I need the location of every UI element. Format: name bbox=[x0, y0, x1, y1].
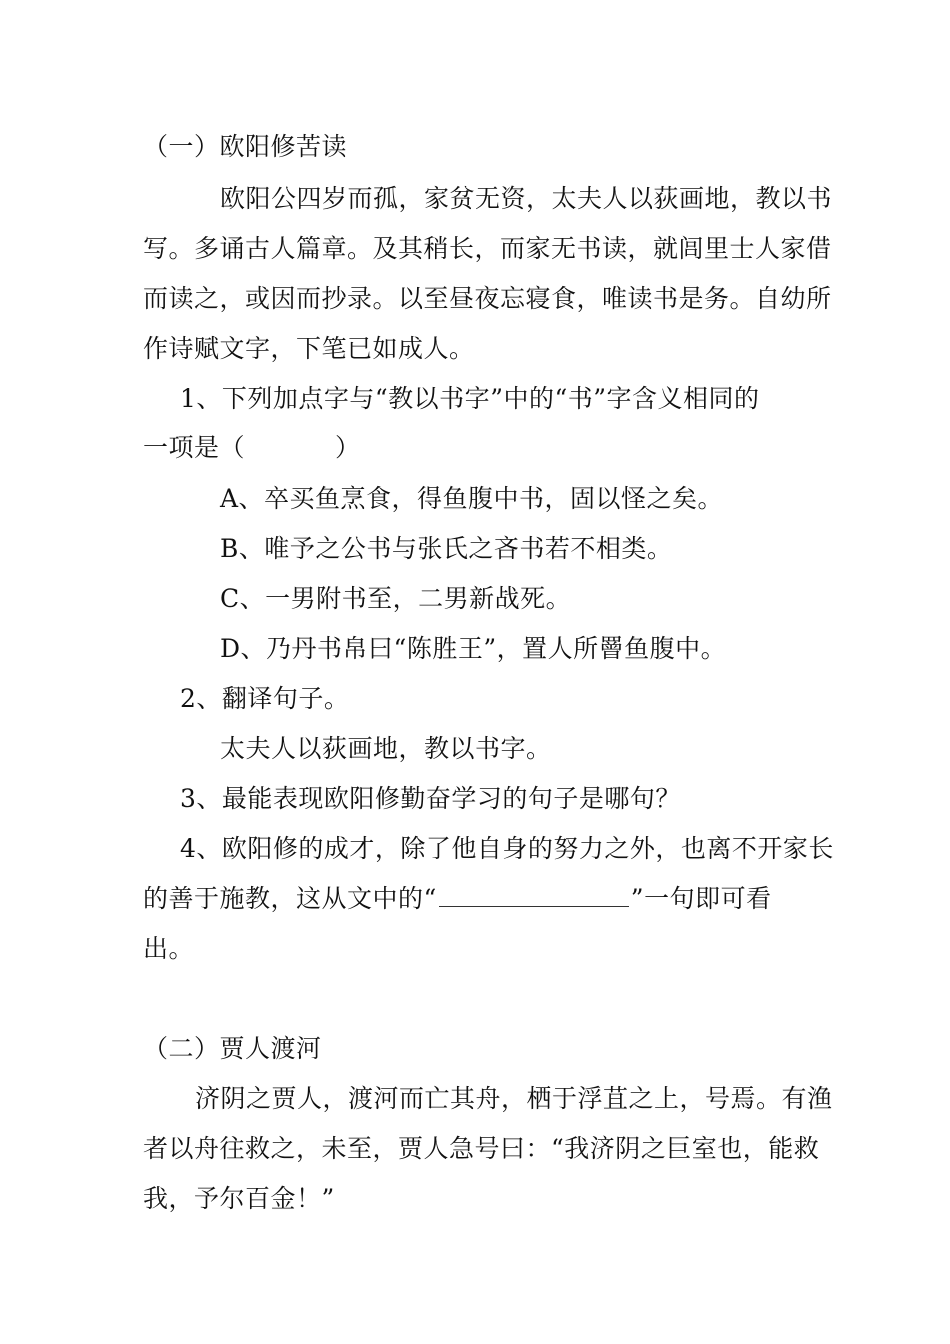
section-2-title: （二）贾人渡河 bbox=[143, 1034, 322, 1063]
question-3: 3、最能表现欧阳修勤奋学习的句子是哪句？ bbox=[180, 784, 681, 813]
passage-1-line-4: 作诗赋文字，下笔已如成人。 bbox=[143, 334, 475, 363]
passage-2-line-3: 我，予尔百金！” bbox=[143, 1184, 335, 1213]
question-4-prefix: 的善于施教，这从文中的“ bbox=[143, 884, 437, 913]
option-b: B、唯予之公书与张氏之吝书若不相类。 bbox=[220, 534, 673, 563]
question-1-line-1: 1、下列加点字与“教以书字”中的“书”字含义相同的 bbox=[180, 384, 760, 413]
question-1-prefix: 一项是（ bbox=[143, 433, 246, 462]
question-4-line-3: 出。 bbox=[143, 934, 195, 963]
question-2-label: 2、翻译句子。 bbox=[180, 684, 350, 713]
question-4-line-1: 4、欧阳修的成才，除了他自身的努力之外，也离不开家长 bbox=[180, 834, 834, 863]
section-1-title: （一）欧阳修苦读 bbox=[143, 132, 348, 161]
option-c: C、一男附书至，二男新战死。 bbox=[220, 584, 572, 613]
question-4-line-2 bbox=[143, 882, 772, 916]
question-4-suffix: ”一句即可看 bbox=[630, 884, 772, 913]
passage-1-line-3: 而读之，或因而抄录。以至昼夜忘寝食，唯读书是务。自幼所 bbox=[143, 284, 832, 313]
option-a: A、卒买鱼烹食，得鱼腹中书，固以怪之矣。 bbox=[220, 484, 724, 513]
passage-1-line-1: 欧阳公四岁而孤，家贫无资，太夫人以荻画地，教以书 bbox=[220, 184, 833, 213]
question-1-line-2 bbox=[143, 431, 361, 465]
fill-in-blank bbox=[439, 884, 629, 907]
question-1-suffix: ） bbox=[335, 433, 361, 462]
passage-2-line-2: 者以舟往救之，未至，贾人急号曰：“我济阴之巨室也，能救 bbox=[143, 1134, 820, 1163]
passage-2-line-1: 济阴之贾人，渡河而亡其舟，栖于浮苴之上，号焉。有渔 bbox=[195, 1084, 833, 1113]
option-d: D、乃丹书帛曰“陈胜王”，置人所罾鱼腹中。 bbox=[220, 634, 727, 663]
passage-1-line-2: 写。多诵古人篇章。及其稍长，而家无书读，就闾里士人家借 bbox=[143, 234, 832, 263]
question-2-sentence: 太夫人以荻画地，教以书字。 bbox=[220, 734, 552, 763]
